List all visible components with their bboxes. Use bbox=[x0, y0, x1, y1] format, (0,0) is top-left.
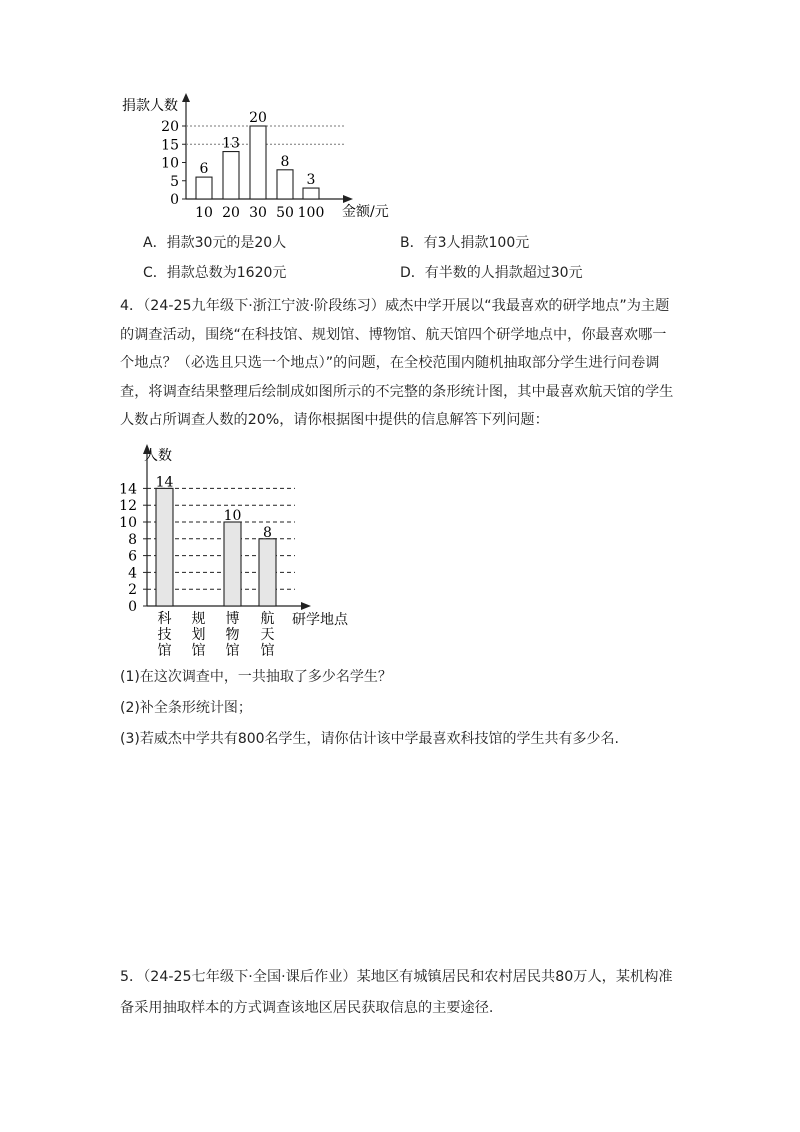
bar bbox=[223, 152, 239, 199]
q5-line2: 备采用抽取样本的方式调查该地区居民获取信息的主要途径. bbox=[120, 1000, 494, 1016]
x-axis-label: 研学地点 bbox=[292, 612, 348, 628]
sub-question-2: (2)补全条形统计图； bbox=[120, 700, 252, 716]
x-axis-label: 金额/元 bbox=[342, 204, 389, 220]
bar bbox=[250, 126, 266, 199]
bar bbox=[196, 177, 212, 199]
y-tick-label: 0 bbox=[170, 192, 179, 208]
question-5-text bbox=[120, 962, 673, 1024]
data-label: 6 bbox=[199, 161, 209, 178]
x-tick-label: 30 bbox=[249, 205, 267, 221]
bar bbox=[277, 170, 293, 199]
option-a: A．捐款30元的是20人 bbox=[143, 235, 287, 251]
data-label: 13 bbox=[222, 135, 240, 152]
x-tick-label: 馆 bbox=[225, 643, 240, 659]
x-tick-label: 天 bbox=[260, 627, 275, 643]
y-tick-label: 5 bbox=[170, 173, 179, 190]
q4-line3: 个地点？（必选且只选一个地点）”的问题，在全校范围内随机抽取部分学生进行问卷调 bbox=[120, 355, 660, 371]
y-axis-arrow bbox=[182, 93, 190, 102]
q4-line1: （24-25九年级下·浙江宁波·阶段练习）威杰中学开展以“我最喜欢的研学地点”为主题 bbox=[143, 298, 670, 314]
x-tick-label: 物 bbox=[225, 627, 240, 643]
bar bbox=[303, 188, 319, 199]
y-tick-label: 15 bbox=[161, 137, 179, 154]
y-tick-label: 8 bbox=[128, 531, 137, 548]
y-tick-label: 0 bbox=[128, 599, 137, 615]
question-number: 4． bbox=[120, 298, 144, 314]
option-c: C．捐款总数为1620元 bbox=[143, 265, 287, 281]
x-tick-label: 技 bbox=[157, 627, 172, 643]
x-tick-label: 馆 bbox=[260, 643, 275, 659]
bar bbox=[259, 539, 276, 606]
x-tick-label: 划 bbox=[191, 627, 206, 643]
x-tick-label: 博 bbox=[225, 611, 240, 627]
donation-bar-chart bbox=[110, 90, 410, 230]
x-axis-arrow bbox=[343, 195, 353, 203]
y-tick-label: 20 bbox=[161, 119, 179, 135]
q5-line1: 5．（24-25七年级下·全国·课后作业）某地区有城镇居民和农村居民共80万人，某机构准 bbox=[120, 969, 673, 985]
bar bbox=[224, 522, 241, 606]
y-tick-label: 12 bbox=[119, 498, 137, 515]
study-place-bar-chart bbox=[110, 440, 370, 660]
x-tick-label: 馆 bbox=[157, 643, 172, 659]
x-axis-arrow bbox=[301, 602, 311, 610]
y-tick-label: 4 bbox=[128, 565, 137, 582]
y-tick-label: 10 bbox=[119, 515, 137, 531]
q4-line2: 的调查活动，围绕“在科技馆、规划馆、博物馆、航天馆四个研学地点中，你最喜欢哪一 bbox=[120, 326, 667, 343]
y-tick-label: 6 bbox=[128, 548, 137, 565]
sub-question-3: (3)若威杰中学共有800名学生，请你估计该中学最喜欢科技馆的学生共有多少名. bbox=[120, 731, 620, 747]
option-b: B．有3人捐款100元 bbox=[400, 235, 530, 251]
y-tick-label: 10 bbox=[161, 155, 179, 172]
x-tick-label: 规 bbox=[191, 611, 206, 627]
question-4-text bbox=[120, 292, 673, 435]
y-tick-label: 2 bbox=[128, 582, 137, 599]
option-d: D．有半数的人捐款超过30元 bbox=[400, 265, 583, 281]
y-tick-label: 14 bbox=[119, 481, 137, 498]
x-tick-label: 50 bbox=[276, 205, 294, 221]
data-label: 10 bbox=[223, 508, 242, 524]
data-label: 8 bbox=[280, 153, 290, 170]
q4-line4: 查，将调查结果整理后绘制成如图所示的不完整的条形统计图，其中最喜欢航天馆的学生 bbox=[120, 383, 674, 400]
data-label: 8 bbox=[263, 524, 272, 541]
data-label: 3 bbox=[306, 172, 316, 189]
y-axis-label: 捐款人数 bbox=[122, 98, 178, 114]
x-tick-label: 馆 bbox=[191, 643, 206, 659]
data-label: 20 bbox=[249, 110, 267, 126]
x-tick-label: 科 bbox=[157, 611, 172, 627]
q4-line5: 人数占所调查人数的20%，请你根据图中提供的信息解答下列问题： bbox=[120, 412, 549, 428]
bar bbox=[156, 488, 173, 606]
y-axis-label: 人数 bbox=[144, 448, 172, 464]
x-tick-label: 10 bbox=[195, 205, 213, 221]
x-tick-label: 航 bbox=[260, 611, 275, 627]
sub-question-1: (1)在这次调查中，一共抽取了多少名学生？ bbox=[120, 669, 392, 685]
x-tick-label: 100 bbox=[297, 205, 325, 221]
data-label: 14 bbox=[155, 474, 174, 491]
x-tick-label: 20 bbox=[222, 205, 240, 221]
